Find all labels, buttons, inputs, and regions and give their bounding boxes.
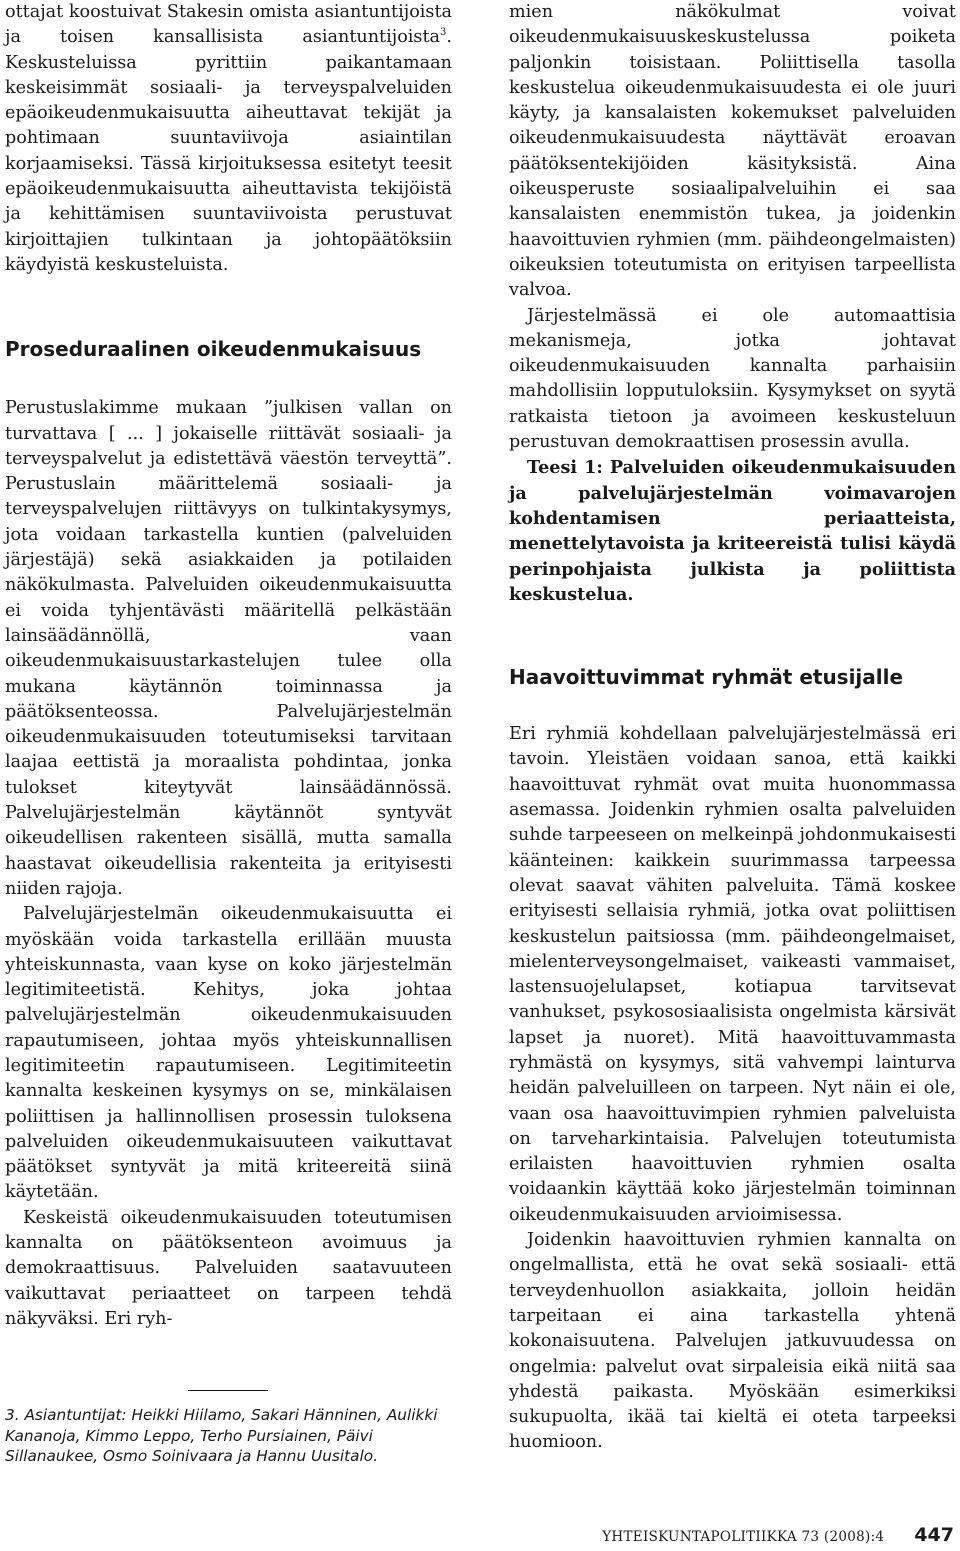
left-column	[5, 0, 452, 1332]
right-column	[509, 0, 956, 1456]
page-number: 447	[914, 1524, 954, 1546]
paragraph	[5, 0, 452, 278]
paragraph-text: . Keskusteluissa pyrittiin paikantamaan keskeisimmät sosiaali- ja terveyspalveluiden epäoikeudenmukaisuutta aiheuttavat tekijät ja pohtimaan suuntaviivoja asiaintilan korjaamiseksi. Tässä kirjoituksessa esitetyt teesit epäoikeudenmukaisuutta aiheuttavista tekijöistä ja kehittämisen suuntaviivoista perustuvat kirjoittajien tulkintaan ja johtopäätöksiin käydyistä keskusteluista.	[5, 27, 452, 275]
paragraph-text: ottajat koostuivat Stakesin omista asiantuntijoista ja toisen kansallisista asiantuntijoista	[5, 2, 452, 48]
paragraph: Palvelujärjestelmän oikeudenmukaisuutta ei myöskään voida tarkastella erillään muusta yhteiskunnasta, vaan kyse on koko järjestelmän legitimiteetistä. Kehitys, joka johtaa palvelujärjestelmän oikeudenmukaisuuden rapautumiseen, johtaa myös yhteiskunnallisen legitimiteetin rapautumiseen. Legitimiteetin kannalta keskeinen kysymys on se, minkälaisen poliittisen ja hallinnollisen prosessin tuloksena palveluiden oikeudenmukaisuuteen vaikuttavat päätökset syntyvät ja mitä kriteereitä siinä käytetään.	[5, 904, 452, 1203]
paragraph: Joidenkin haavoittuvien ryhmien kannalta on ongelmallista, että he ovat sekä sosiaali- että terveydenhuollon asiakkaita, jolloin heidän tarpeitaan ei aina tarkastella yhtenä kokonaisuutena. Palvelujen jatkuvuudessa on ongelmia: palvelut ovat sirpaleisia eikä niitä saa yhdestä paikasta. Myöskään esimerkiksi sukupuolta, ikää tai kieltä ei oteta tarpeeksi huomioon.	[509, 1230, 956, 1453]
paragraph: Keskeistä oikeudenmukaisuuden toteutumisen kannalta on päätöksenteon avoimuus ja demokraattisuus. Palveluiden saatavuuteen vaikuttavat periaatteet on tarpeen tehdä näkyväksi. Eri ryh-	[5, 1207, 452, 1329]
page-footer	[602, 1524, 954, 1546]
section-heading: Haavoittuvimmat ryhmät etusijalle	[509, 665, 904, 690]
footnote-divider	[188, 1390, 268, 1391]
footnote-ref: 3	[440, 27, 447, 39]
section-heading: Proseduraalinen oikeudenmukaisuus	[5, 337, 422, 362]
paragraph: Eri ryhmiä kohdellaan palvelujärjestelmässä eri tavoin. Yleistäen voidaan sanoa, että kaikki haavoittuvat ryhmät ovat muita huonommassa asemassa. Joidenkin ryhmien osalta palveluiden suhde tarpeeseen on melkeinpä johdonmukaisesti käänteinen: kaikkein suurimmassa tarpeessa olevat saavat vähiten palveluita. Tämä koskee erityisesti sellaisia ryhmiä, jotka ovat poliittisen keskustelun paitsiossa (mm. päihdeongelmaiset, mielenterveysongelmaiset, vaikeasti vammaiset, lastensuojelulapset, kotiapua tarvitsevat vanhukset, psykososiaalisista ongelmista kärsivät lapset ja nuoret). Mitä haavoittuvammasta ryhmästä on kysymys, sitä vahvempi lainturva heidän palveluilleen on tarpeen. Nyt näin ei ole, vaan osa haavoittuvimpien ryhmien palveluista on tarveharkintaisia. Palvelujen toteutumista erilaisten haavoittuvien ryhmien osalta voidaankin käyttää koko järjestelmän toiminnan oikeudenmukaisuuden arvioimisessa.	[509, 724, 956, 1225]
footnote: 3. Asiantuntijat: Heikki Hiilamo, Sakari Hänninen, Aulikki Kananoja, Kimmo Leppo, Terho Pursiainen, Päivi Sillanaukee, Osmo Soinivaara ja Hannu Uusitalo.	[5, 1406, 438, 1466]
thesis: Teesi 1: Palveluiden oikeudenmukaisuuden ja palvelujärjestelmän voimavarojen kohdentamisen periaatteista, menettelytavoista ja kriteereistä tulisi käydä perinpohjaista julkista ja poliittista keskustelua.	[509, 457, 956, 605]
paragraph: Perustuslakimme mukaan ”julkisen vallan on turvattava [ ... ] jokaiselle riittävät sosiaali- ja terveyspalvelut ja edistettävä väestön terveyttä”. Perustuslain määrittelemä sosiaali- ja terveyspalvelujen riittävyys on tulkintakysymys, jota voidaan tarkastella kuntien (palveluiden järjestäjä) sekä asiakkaiden ja potilaiden näkökulmasta. Palveluiden oikeudenmukaisuutta ei voida tyhjentävästi määritellä pelkästään lainsäädännöllä, vaan oikeudenmukaisuustarkastelujen tulee olla mukana käytännön toiminnassa ja päätöksenteossa. Palvelujärjestelmän oikeudenmukaisuuden toteutumiseksi tarvitaan laajaa eettistä ja moraalista pohdintaa, jonka tulokset kiteytyvät lainsäädännössä. Palvelujärjestelmän käytännöt syntyvät oikeudellisen rakenteen sisällä, mutta samalla haastavat oikeudellisia rakenteita ja erityisesti niiden rajoja.	[5, 398, 452, 899]
journal-name: YHTEISKUNTAPOLITIIKKA 73 (2008):4	[602, 1529, 885, 1545]
paragraph: Järjestelmässä ei ole automaattisia mekanismeja, jotka johtavat oikeudenmukaisuuden kannalta parhaisiin mahdollisiin lopputuloksiin. Kysymykset on syytä ratkaista tietoon ja avoimeen keskusteluun perustuvan demokraattisen prosessin avulla.	[509, 305, 956, 453]
paragraph: mien näkökulmat voivat oikeudenmukaisuuskeskustelussa poiketa paljonkin toisistaan. Poliittisella tasolla keskustelua oikeudenmukaisuudesta ei ole juuri käyty, ja kansalaisten kokemukset palveluiden oikeudenmukaisuudesta näyttävät eroavan päätöksentekijöiden käsityksistä. Aina oikeusperuste sosiaalipalveluihin ei saa kansalaisten enemmistön tukea, ja joidenkin haavoittuvien ryhmien (mm. päihdeongelmaisten) oikeuksien toteutumista on erityisen tarpeellista valvoa.	[509, 2, 956, 301]
